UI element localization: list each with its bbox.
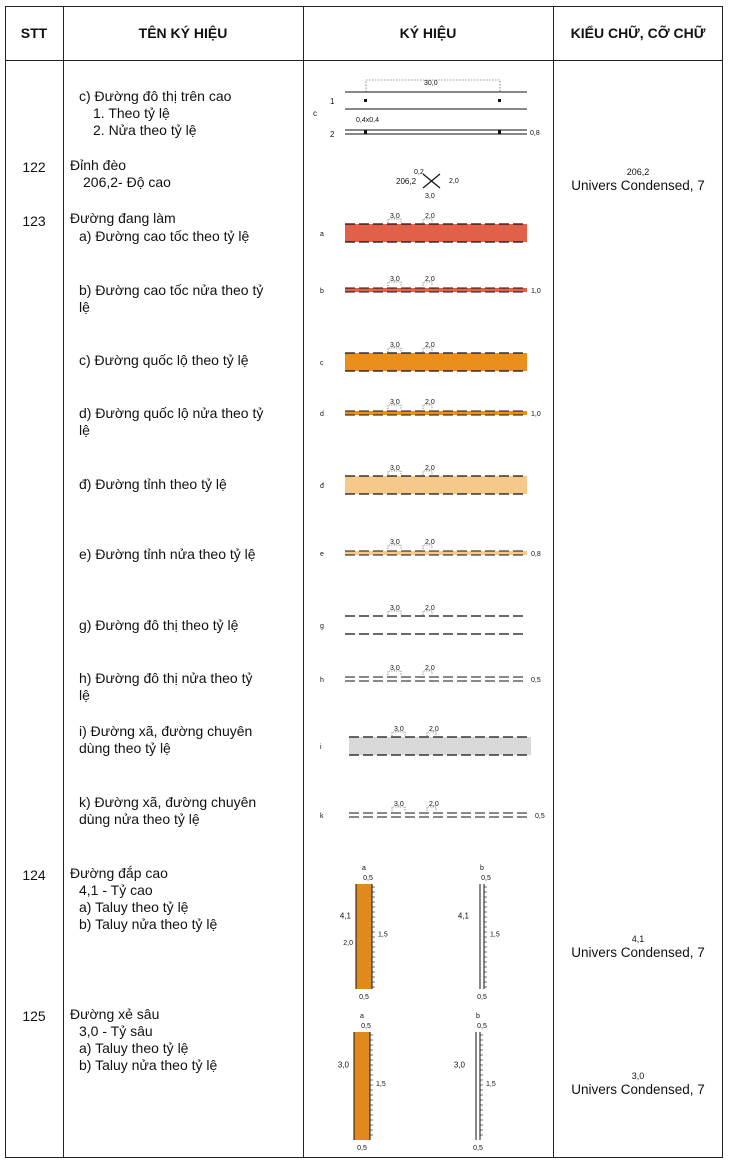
pillar-dot — [498, 99, 501, 102]
row-sub: 2. Nửa theo tỷ lệ — [93, 122, 197, 138]
symbol-letter: g — [320, 623, 324, 630]
row-sub: a) Taluy theo tỷ lệ — [79, 1040, 189, 1056]
pillar-dot — [498, 130, 501, 134]
row-number: 124 — [22, 867, 46, 883]
font-sample: 4,1 — [631, 934, 645, 944]
row-sub: lệ — [79, 687, 90, 703]
header-name: TÊN KÝ HIỆU — [138, 25, 228, 41]
row-sub: a) Đường cao tốc theo tỷ lệ — [79, 228, 250, 244]
row-sub: 3,0 - Tỷ sâu — [79, 1023, 153, 1039]
header-font: KIỂU CHỮ, CỠ CHỮ — [570, 25, 706, 41]
dim-label: 1,5 — [378, 931, 388, 939]
symbol-letter: e — [320, 551, 324, 558]
row-sub: a) Taluy theo tỷ lệ — [79, 899, 189, 915]
row-number: 122 — [22, 159, 46, 175]
pass-elevation: 206,2 — [396, 177, 417, 186]
symbol-letter: h — [320, 677, 324, 684]
symbol-letter: b — [320, 288, 324, 295]
road-symbol-5 — [345, 476, 527, 494]
font-name: Univers Condensed, 7 — [571, 945, 705, 960]
dim-label: 0,5 — [361, 1023, 371, 1030]
header-stt: STT — [20, 25, 48, 41]
dim-label: 3,0 — [390, 539, 400, 546]
row-sub: g) Đường đô thị theo tỷ lệ — [79, 617, 239, 633]
road-symbol-3 — [345, 353, 527, 371]
dim-label: 3,0 — [425, 193, 435, 200]
dim-label: 2,0 — [425, 213, 435, 220]
dim-label: 1,5 — [490, 931, 500, 939]
dim-label: 0,4x0,4 — [356, 117, 379, 124]
slope-fill — [356, 884, 372, 989]
symbol-letter: c — [313, 109, 317, 118]
pass-symbol — [423, 174, 440, 188]
dim-label: 3,0 — [390, 665, 400, 672]
dim-label: 0,5 — [359, 994, 369, 1001]
dim-label: 0,5 — [473, 1145, 483, 1152]
row-sub: lệ — [79, 299, 90, 315]
font-sample: 206,2 — [626, 167, 650, 177]
dim-label: 2,0 — [425, 342, 435, 349]
dim-label: 0,5 — [477, 1023, 487, 1030]
dim-label: 2,0 — [429, 726, 439, 733]
header-symbol: KÝ HIỆU — [399, 25, 457, 41]
dim-label: 3,0 — [390, 276, 400, 283]
symbol-letter: b — [480, 865, 484, 872]
row-number: 125 — [22, 1008, 46, 1024]
row-title: Đỉnh đèo — [70, 157, 127, 173]
row-sub: h) Đường đô thị nửa theo tỷ — [79, 670, 253, 686]
font-name: Univers Condensed, 7 — [571, 178, 705, 193]
dim-label: 2,0 — [425, 276, 435, 283]
road-symbol-6 — [345, 551, 527, 555]
row-sub: dùng theo tỷ lệ — [79, 740, 171, 756]
row-title: Đường đắp cao — [70, 865, 168, 881]
row-number: 123 — [22, 213, 46, 229]
row-sub: lệ — [79, 422, 90, 438]
dim-label: 4,1 — [457, 911, 469, 921]
dim-label: 0,8 — [530, 130, 540, 137]
slope-fill — [354, 1032, 370, 1140]
row-sub: 4,1 - Tỷ cao — [79, 882, 153, 898]
symbol-letter: đ — [320, 483, 324, 490]
symbol-letter: k — [320, 813, 324, 820]
symbol-letter: a — [320, 231, 324, 238]
row-sub: b) Taluy nửa theo tỷ lệ — [79, 1057, 218, 1073]
row-sub: e) Đường tỉnh nửa theo tỷ lệ — [79, 546, 256, 562]
row-sub: b) Taluy nửa theo tỷ lệ — [79, 916, 218, 932]
row-sub: đ) Đường tỉnh theo tỷ lệ — [79, 476, 227, 492]
dim-label: 2,0 — [425, 539, 435, 546]
road-symbol-2 — [345, 288, 527, 292]
row-sub: c) Đường quốc lộ theo tỷ lệ — [79, 352, 249, 368]
dim-label: 3,0 — [390, 605, 400, 612]
dim-label: 2,0 — [429, 801, 439, 808]
dim-label: 4,1 — [339, 911, 351, 921]
row-title: Đường xẻ sâu — [70, 1006, 160, 1022]
dim-label: 0,2 — [414, 169, 424, 176]
row-sub: b) Đường cao tốc nửa theo tỷ — [79, 282, 264, 298]
pillar-dot — [364, 130, 367, 134]
symbol-letter: 1 — [330, 97, 335, 106]
dim-label: 2,0 — [425, 605, 435, 612]
dim-label: 0,5 — [481, 875, 491, 882]
symbol-letter: d — [320, 411, 324, 418]
dim-label: 3,0 — [390, 213, 400, 220]
dim-label: 2,0 — [425, 665, 435, 672]
dim-label: 3,0 — [390, 465, 400, 472]
dim-label: 2,0 — [343, 939, 353, 947]
symbol-letter: i — [320, 744, 322, 751]
row-sub: 206,2- Độ cao — [83, 174, 171, 190]
dim-label: 30,0 — [424, 80, 438, 87]
dim-label: 3,0 — [337, 1060, 349, 1070]
row-sub: d) Đường quốc lộ nửa theo tỷ — [79, 405, 264, 421]
dim-label: 3,0 — [394, 726, 404, 733]
dim-label: 3,0 — [394, 801, 404, 808]
dim-label: 2,0 — [425, 399, 435, 406]
dim-label: 3,0 — [390, 342, 400, 349]
font-name: Univers Condensed, 7 — [571, 1082, 705, 1097]
dim-label: 0,5 — [531, 677, 541, 684]
dim-label: 0,5 — [357, 1145, 367, 1152]
symbol-letter: c — [320, 360, 324, 367]
dim-label: 2,0 — [425, 465, 435, 472]
dim-label: 1,5 — [486, 1081, 496, 1088]
dim-label: 0,5 — [535, 813, 545, 820]
dim-label: 1,0 — [531, 411, 541, 418]
row-sub: k) Đường xã, đường chuyên — [79, 794, 257, 810]
road-symbol-1 — [345, 224, 527, 242]
dim-label: 2,0 — [449, 178, 459, 185]
pillar-dot — [364, 99, 367, 102]
dim-label: 0,8 — [531, 551, 541, 558]
dim-label: 1,5 — [376, 1081, 386, 1088]
row-title: c) Đường đô thị trên cao — [79, 88, 232, 104]
symbol-letter: 2 — [330, 130, 335, 139]
symbol-letter: a — [360, 1013, 364, 1020]
row-sub: 1. Theo tỷ lệ — [93, 105, 170, 121]
dim-label: 3,0 — [390, 399, 400, 406]
row-title: Đường đang làm — [70, 210, 176, 226]
symbol-letter: a — [362, 865, 366, 872]
row-sub: i) Đường xã, đường chuyên — [79, 723, 253, 739]
row-sub: dùng nửa theo tỷ lệ — [79, 811, 200, 827]
road-symbol-4 — [345, 411, 527, 415]
dim-label: 0,5 — [363, 875, 373, 882]
dim-label: 3,0 — [453, 1060, 465, 1070]
road-symbol-9 — [349, 737, 531, 755]
symbol-letter: b — [476, 1013, 480, 1020]
dim-label: 0,5 — [477, 994, 487, 1001]
font-sample: 3,0 — [631, 1071, 645, 1081]
dim-label: 1,0 — [531, 288, 541, 295]
